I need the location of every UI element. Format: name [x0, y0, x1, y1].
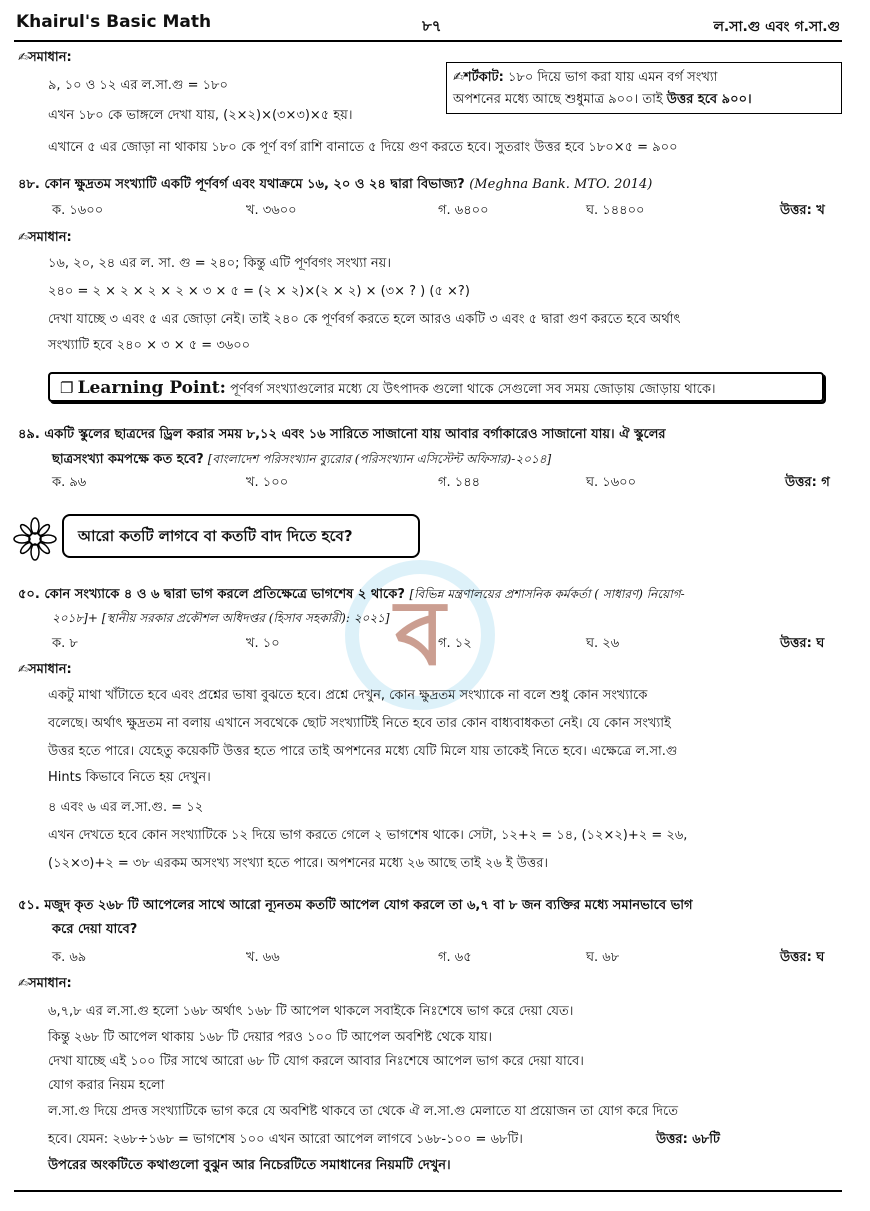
question-49-line2 — [52, 450, 551, 471]
solution-line: একটু মাথা খাঁটাতে হবে এবং প্রশ্নের ভাষা বুঝতে হবে। প্রশ্নে দেখুন, কোন ক্ষুদ্রতম সংখ্যাকে না বলে শুধু কোন সংখ্যাকে — [48, 688, 648, 703]
solution-heading: ✍সমাধান: — [18, 230, 72, 245]
question-48 — [18, 175, 652, 196]
section-title-banner: আরো কতটি লাগবে বা কতটি বাদ দিতে হবে? — [62, 514, 420, 558]
shortcut-answer: উত্তর হবে ৯০০। — [666, 92, 752, 107]
question-text: মজুদ কৃত ২৬৮ টি আপেলের সাথে আরো ন্যূনতম কতটি আপেল যোগ করলে তা ৬,৭ বা ৮ জন ব্যক্তির মধ্যে সমানভাবে ভাগ — [44, 898, 693, 913]
option-d: ঘ. ১৪৪০০ — [586, 203, 645, 218]
footer-rule — [14, 1190, 842, 1192]
solution-heading: ✍সমাধান: — [18, 976, 72, 991]
option-b: খ. ১০০ — [246, 475, 289, 490]
pen-icon: ✍ — [18, 976, 29, 990]
answer: উত্তর: গ — [785, 475, 830, 490]
watermark-letter: ব — [395, 581, 446, 686]
option-a: ক. ৯৬ — [52, 475, 87, 490]
question-49 — [18, 425, 666, 446]
solution-line: দেখা যাচ্ছে এই ১০০ টির সাথে আরো ৬৮ টি যোগ করলে আবার নিঃশেষে আপেল ভাগ করে দেয়া যাবে। — [48, 1054, 584, 1069]
question-50 — [18, 585, 685, 606]
solution-line: উত্তর হতে পারে। যেহেতু কয়েকটি উত্তর হতে পারে তাই অপশনের মধ্যে যেটি মিলে যায় তাকেই নিতে হবে। এক্ষেত্রে ল.সা.গু — [48, 744, 678, 759]
option-d: ঘ. ৬৮ — [586, 950, 620, 965]
solution-line: হবে। যেমন: ২৬৮÷১৬৮ = ভাগশেষ ১০০ এখন আরো আপেল লাগবে ১৬৮-১০০ = ৬৮টি। — [48, 1132, 523, 1147]
question-source: [বিভিন্ন মন্ত্রণালয়ের প্রশাসনিক কর্মকর্তা ( সাধারণ) নিয়োগ- — [409, 587, 685, 601]
question-source: ২০১৮]+ [স্থানীয় সরকার প্রকৌশল অধিদপ্তর (হিসাব সহকারী): ২০২১] — [52, 611, 390, 625]
solution-line: ল.সা.গু দিয়ে প্রদত্ত সংখ্যাটিকে ভাগ করে যে অবশিষ্ট থাকবে তা থেকে ঐ ল.সা.গু মেলাতে যা প্রয়োজন তা যোগ করে দিতে — [48, 1104, 678, 1119]
pen-icon: ✍ — [18, 662, 29, 676]
shortcut-label: শর্টকাট: — [463, 70, 504, 85]
solution-line: ৬,৭,৮ এর ল.সা.গু হলো ১৬৮ অর্থাৎ ১৬৮ টি আপেল থাকলে সবাইকে নিঃশেষে ভাগ করে দেয়া যেত। — [48, 1004, 574, 1019]
answer: উত্তর: ৬৮টি — [656, 1132, 720, 1147]
solution-line: Hints কিভাবে নিতে হয় দেখুন। — [48, 770, 211, 785]
question-source: [বাংলাদেশ পরিসংখ্যান ব্যুরোর (পরিসংখ্যান এসিস্টেন্ট অফিসার)-২০১৪] — [207, 452, 552, 466]
solution-line: ২৪০ = ২ × ২ × ২ × ২ × ৩ × ৫ = (২ × ২)×(২ × ২) × (৩× ? ) (৫ ×?) — [48, 284, 470, 299]
shortcut-text: অপশনের মধ্যে আছে শুধুমাত্র ৯০০। তাই — [453, 92, 667, 107]
pen-icon: ✍ — [18, 50, 29, 64]
question-text: একটি স্কুলের ছাত্রদের ড্রিল করার সময় ৮,১২ এবং ১৬ সারিতে সাজানো যায় আবার বর্গাকারেও সাজানো যায়। ঐ স্কুলের — [44, 427, 666, 442]
solution-line: (১২×৩)+২ = ৩৮ এরকম অসংখ্য সংখ্যা হতে পারে। অপশনের মধ্যে ২৬ আছে তাই ২৬ ই উত্তর। — [48, 856, 549, 871]
solution-heading: ✍সমাধান: — [18, 50, 72, 65]
solution-line: এখন দেখতে হবে কোন সংখ্যাটিকে ১২ দিয়ে ভাগ করতে গেলে ২ ভাগশেষ থাকে। সেটা, ১২+২ = ১৪, (১২×২)+২ = ২৬, — [48, 828, 688, 843]
option-a: ক. ৮ — [52, 636, 78, 651]
solution-line: ১৬, ২০, ২৪ এর ল. সা. গু = ২৪০; কিন্তু এটি পূর্ণবগং সংখ্যা নয়। — [48, 256, 391, 271]
flower-ornament-icon — [12, 516, 58, 562]
answer: উত্তর: খ — [780, 203, 825, 218]
question-text: করে দেয়া যাবে? — [52, 922, 138, 937]
shortcut-box — [446, 62, 842, 114]
option-c: গ. ১৪৪ — [438, 475, 481, 490]
option-a: ক. ৬৯ — [52, 950, 87, 965]
pen-icon: ✍ — [18, 230, 29, 244]
question-source: (Meghna Bank. MTO. 2014) — [469, 177, 653, 192]
question-text: কোন সংখ্যাকে ৪ ও ৬ দ্বারা ভাগ করলে প্রতিক্ষেত্রে ভাগশেষ ২ থাকে? — [44, 587, 405, 602]
checkbox-icon: ❐ — [60, 379, 74, 397]
book-title: Khairul's Basic Math — [16, 12, 212, 32]
option-c: গ. ৬৫ — [438, 950, 472, 965]
solution-heading: ✍সমাধান: — [18, 662, 72, 677]
option-b: খ. ৬৬ — [246, 950, 280, 965]
solution-line: ৯, ১০ ও ১২ এর ল.সা.গু = ১৮০ — [48, 78, 228, 93]
solution-line: কিন্তু ২৬৮ টি আপেল থাকায় ১৬৮ টি দেয়ার পরও ১০০ টি আপেল অবশিষ্ট থেকে যায়। — [48, 1030, 493, 1045]
learning-point-text: পূর্ণবর্গ সংখ্যাগুলোর মধ্যে যে উৎপাদক গুলো থাকে সেগুলো সব সময় জোড়ায় জোড়ায় থাকে। — [225, 382, 716, 397]
header-rule — [14, 40, 842, 42]
page-number: ৮৭ — [422, 17, 442, 35]
question-51 — [18, 896, 693, 917]
question-text: ছাত্রসংখ্যা কমপক্ষে কত হবে? — [52, 452, 204, 467]
solution-line: উপরের অংকটিতে কথাগুলো বুঝুন আর নিচেরটিতে সমাধানের নিয়মটি দেখুন। — [48, 1158, 451, 1173]
chapter-title: ল.সা.গু এবং গ.সা.গু — [713, 19, 840, 35]
option-d: ঘ. ১৬০০ — [586, 475, 637, 490]
answer: উত্তর: ঘ — [780, 636, 825, 651]
solution-line: যোগ করার নিয়ম হলো — [48, 1078, 165, 1093]
question-number: ৫১. — [18, 898, 40, 913]
learning-point-box — [48, 372, 824, 402]
option-b: খ. ৩৬০০ — [246, 203, 297, 218]
solution-line: সংখ্যাটি হবে ২৪০ × ৩ × ৫ = ৩৬০০ — [48, 338, 251, 353]
pen-icon: ✍ — [453, 70, 464, 85]
question-number: ৪৮. — [18, 177, 40, 192]
solution-line: ৪ এবং ৬ এর ল.সা.গু. = ১২ — [48, 800, 204, 815]
option-a: ক. ১৬০০ — [52, 203, 104, 218]
solution-line: বলেছে। অর্থাৎ ক্ষুদ্রতম না বলায় এখানে সবথেকে ছোট সংখ্যাটিই নিতে হবে তার কোন বাধ্যবাধকতা নেই। যে কোন সংখ্যাই — [48, 716, 671, 731]
question-text: কোন ক্ষুদ্রতম সংখ্যাটি একটি পূর্ণবর্গ এবং যথাক্রমে ১৬, ২০ ও ২৪ দ্বারা বিভাজ্য? — [44, 177, 465, 192]
solution-line: দেখা যাচ্ছে ৩ এবং ৫ এর জোড়া নেই। তাই ২৪০ কে পূর্ণবর্গ করতে হলে আরও একটি ৩ এবং ৫ দ্বারা গুণ করতে হবে অর্থাৎ — [48, 312, 681, 327]
question-number: ৫০. — [18, 587, 40, 602]
solution-line: এখানে ৫ এর জোড়া না থাকায় ১৮০ কে পূর্ণ বর্গ রাশি বানাতে ৫ দিয়ে গুণ করতে হবে। সুতরাং উত্তর হবে ১৮০×৫ = ৯০০ — [48, 140, 678, 155]
question-number: ৪৯. — [18, 427, 40, 442]
option-b: খ. ১০ — [246, 636, 280, 651]
learning-point-title: Learning Point: — [77, 378, 226, 398]
option-c: গ. ৬৪০০ — [438, 203, 489, 218]
option-c: গ. ১২ — [438, 636, 472, 651]
option-d: ঘ. ২৬ — [586, 636, 620, 651]
answer: উত্তর: ঘ — [780, 950, 825, 965]
shortcut-text: ১৮০ দিয়ে ভাগ করা যায় এমন বর্গ সংখ্যা — [503, 70, 718, 85]
solution-line: এখন ১৮০ কে ভাঙ্গলে দেখা যায়, (২×২)×(৩×৩)×৫ হয়। — [48, 108, 353, 123]
